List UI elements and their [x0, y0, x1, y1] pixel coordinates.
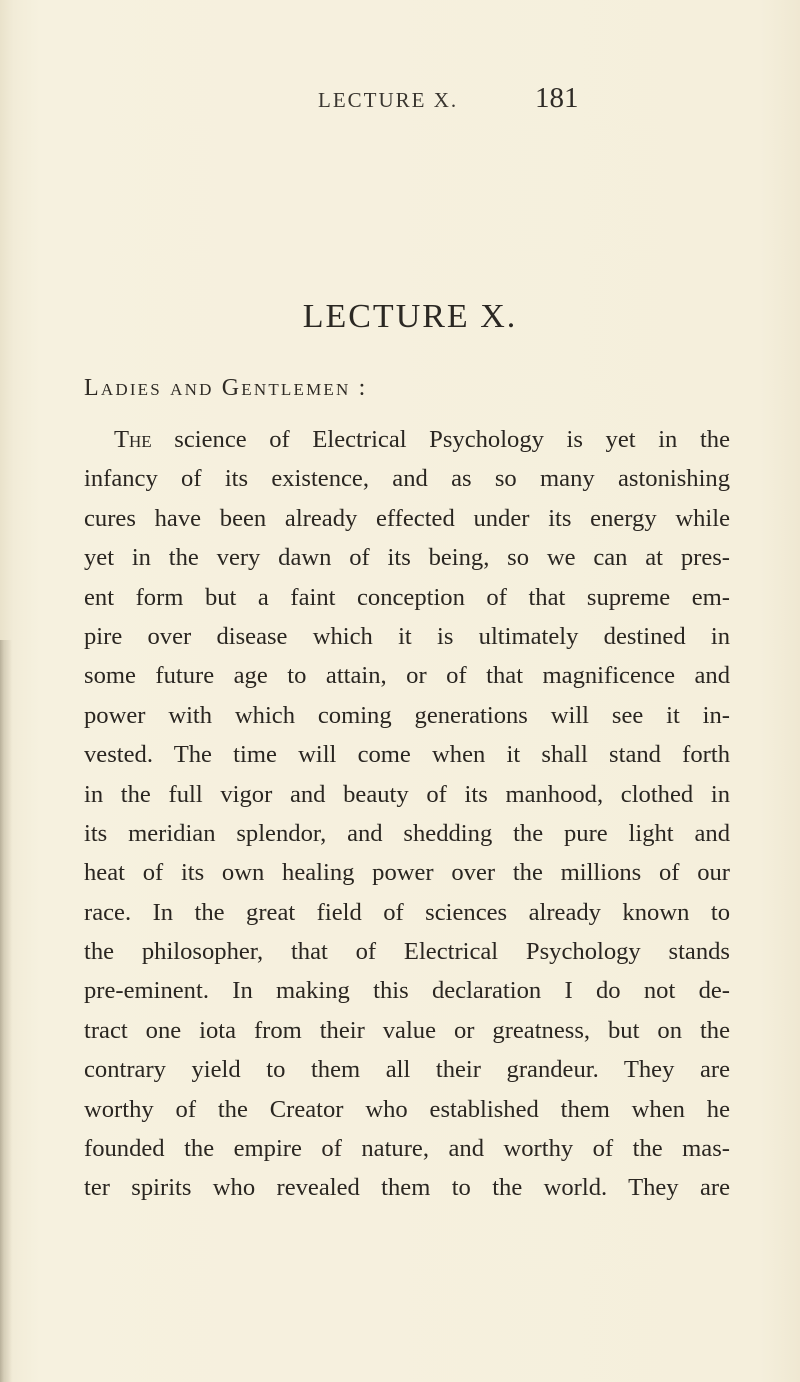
paragraph-line — [84, 420, 730, 459]
paragraph-line: worthy of the Creator who established them when he — [84, 1095, 730, 1123]
paragraph-line: in the full vigor and beauty of its manhood, clothed in — [84, 780, 730, 808]
paragraph-line: race. In the great field of sciences already known to — [84, 898, 730, 926]
paragraph-line: founded the empire of nature, and worthy of the mas- — [84, 1135, 730, 1163]
salutation-text: Ladies and Gentlemen : — [84, 375, 368, 401]
paragraph-line: ent form but a faint conception of that supreme em- — [84, 583, 730, 611]
body-paragraph — [84, 420, 730, 1208]
lead-word: The — [114, 426, 152, 453]
page-number: 181 — [535, 82, 579, 114]
paragraph-line: some future age to attain, or of that magnificence and — [84, 662, 730, 690]
running-head — [0, 82, 800, 118]
paragraph-line: tract one iota from their value or greatness, but on the — [84, 1016, 730, 1044]
line-text: science of Electrical Psychology is yet in the — [151, 426, 730, 453]
running-head-title: LECTURE X. — [318, 88, 459, 112]
chapter-title: LECTURE X. — [302, 298, 518, 335]
paragraph-line: yet in the very dawn of its being, so we can at pres- — [84, 544, 730, 572]
paragraph-line: cures have been already effected under its energy while — [84, 504, 730, 532]
salutation — [84, 375, 368, 402]
paragraph-line: infancy of its existence, and as so many astonishing — [84, 465, 730, 493]
paragraph-line: heat of its own healing power over the millions of our — [84, 859, 730, 887]
paragraph-line: power with which coming generations will see it in- — [84, 701, 730, 729]
paragraph-line: pire over disease which it is ultimately destined in — [84, 622, 730, 650]
paragraph-line: pre-eminent. In making this declaration I do not de- — [84, 977, 730, 1005]
paragraph-line: its meridian splendor, and shedding the pure light and — [84, 819, 730, 847]
paragraph-line: ter spirits who revealed them to the world. They are — [84, 1174, 730, 1202]
paragraph-line: vested. The time will come when it shall stand forth — [84, 741, 730, 769]
paragraph-line: contrary yield to them all their grandeur. They are — [84, 1056, 730, 1084]
paragraph-line: the philosopher, that of Electrical Psychology stands — [84, 938, 730, 966]
page-gutter-shadow — [0, 640, 12, 1382]
